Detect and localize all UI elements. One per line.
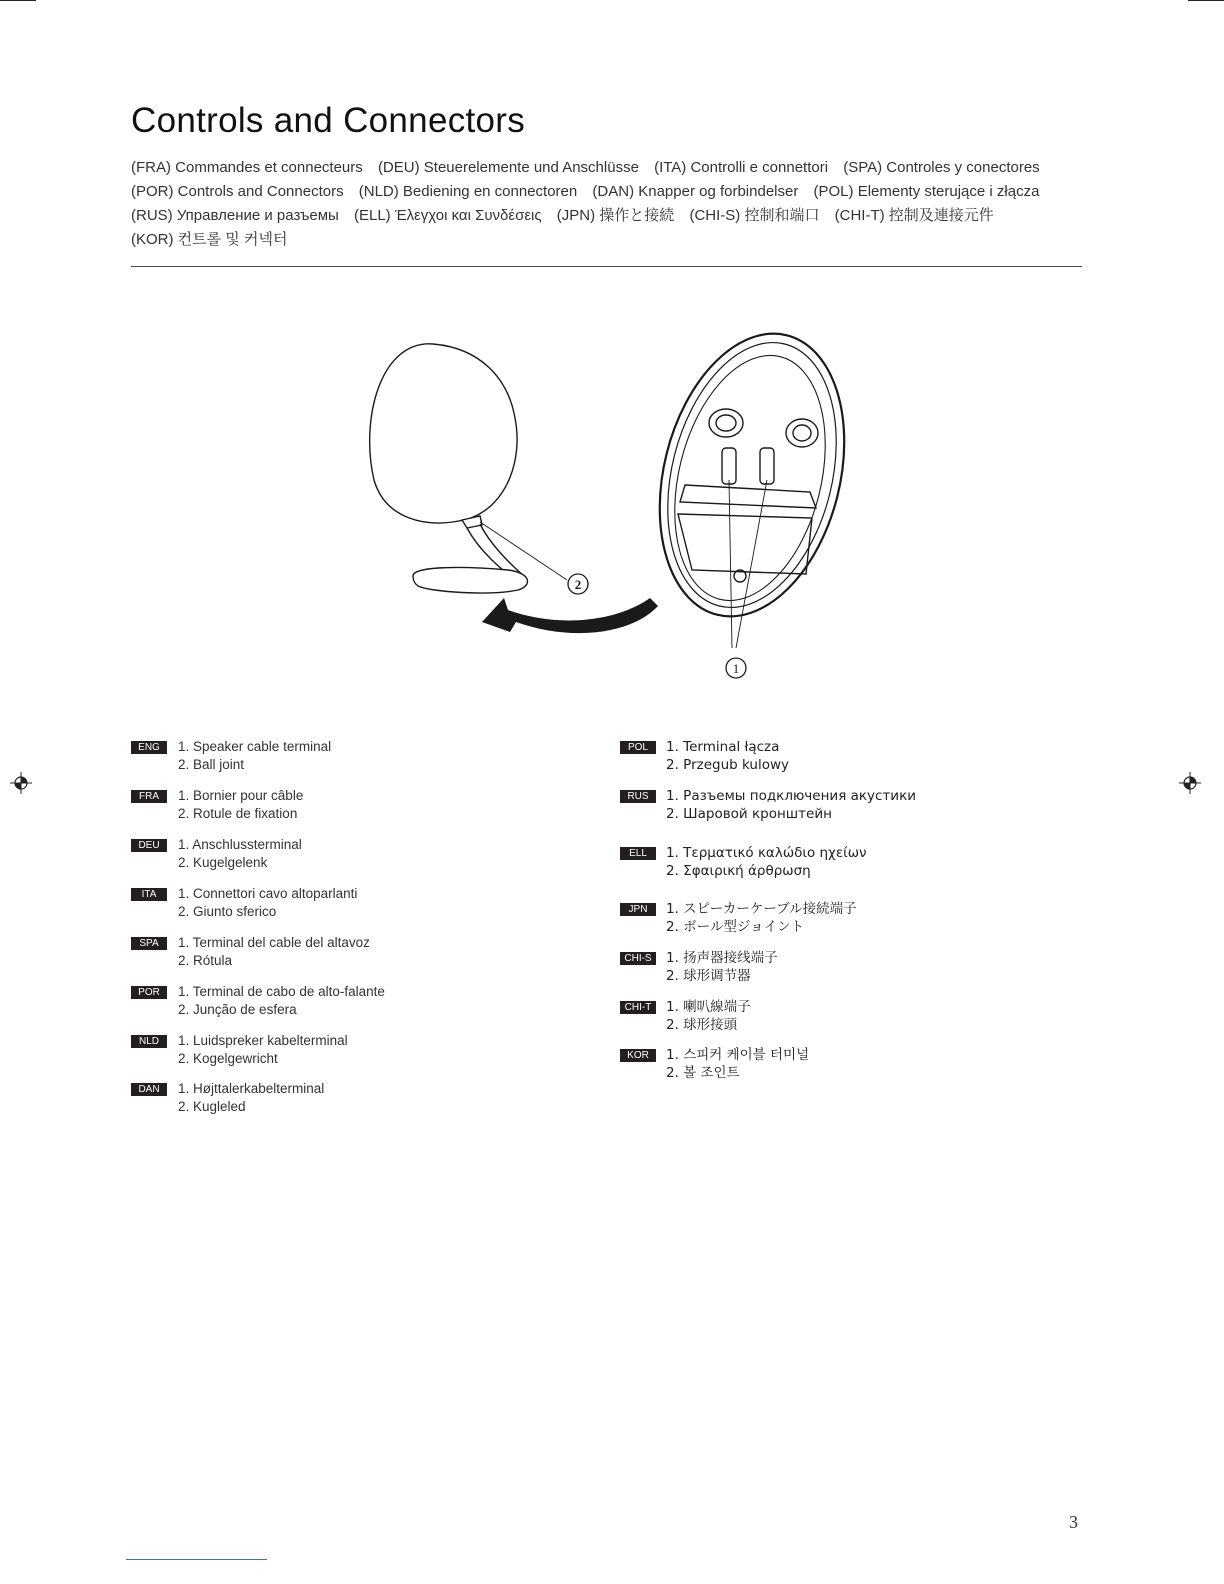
subtitle-rus: (RUS) Управление и разъемы [131,207,339,224]
lang-block-chi-t [620,998,1040,1034]
lang-block-kor [620,1046,1040,1082]
lang-block-fra [131,787,551,823]
item-speaker-terminal: 1. Τερματικό καλώδιο ηχείων [666,845,867,861]
lang-badge: SPA [131,937,167,950]
item-ball-joint: 2. Ball joint [178,757,245,772]
stand-base [413,568,527,593]
lang-badge: CHI-T [620,1001,656,1014]
lang-items [178,1032,348,1068]
item-ball-joint: 2. Kugelgelenk [178,855,268,870]
subtitle-line [131,156,1091,180]
item-ball-joint: 2. Kugleled [178,1099,246,1114]
subtitle-line [131,204,1091,228]
lang-badge: DAN [131,1083,167,1096]
subtitle-ita: (ITA) Controlli e connettori [654,159,829,176]
speaker-shell [370,344,517,523]
subtitle-chi-t: (CHI-T) 控制及連接元件 [834,207,994,224]
lang-badge: POR [131,986,167,999]
lang-items [666,738,789,774]
subtitle-por: (POR) Controls and Connectors [131,183,344,200]
item-speaker-terminal: 1. Anschlussterminal [178,837,302,852]
lang-block-spa [131,934,551,970]
lang-block-eng [131,738,551,774]
subtitle-deu: (DEU) Steuerelemente und Anschlüsse [377,159,639,176]
lang-items [666,900,857,936]
lang-items [178,738,331,774]
lang-badge: CHI-S [620,952,656,965]
lang-block-ell [620,844,1040,880]
item-ball-joint: 2. Шаровой кронштейн [666,806,832,822]
lang-block-ita [131,885,551,921]
subtitle-line [131,180,1091,204]
crop-mark-left [0,0,36,1]
lang-badge: NLD [131,1035,167,1048]
subtitle-dan: (DAN) Knapper og forbindelser [592,183,799,200]
item-ball-joint: 2. 球形接頭 [666,1017,738,1033]
lang-items [178,836,302,872]
callout-1-label: 1 [732,661,740,676]
lang-items [178,885,357,921]
item-ball-joint: 2. Kogelgewricht [178,1051,278,1066]
registration-mark-icon [1179,772,1201,794]
header-divider [131,266,1082,267]
lang-block-chi-s [620,949,1040,985]
item-speaker-terminal: 1. 扬声器接线端子 [666,950,778,966]
lang-badge: DEU [131,839,167,852]
subtitle-kor: (KOR) 컨트롤 및 커넥터 [131,231,288,248]
item-ball-joint: 2. Przegub kulowy [666,757,790,773]
lang-items [666,844,867,880]
subtitle-jpn: (JPN) 操作と接続 [556,207,675,224]
lang-block-deu [131,836,551,872]
item-ball-joint: 2. Rotule de fixation [178,806,298,821]
item-speaker-terminal: 1. Bornier pour câble [178,788,304,803]
lang-block-dan [131,1080,551,1116]
lang-items [178,787,303,823]
lang-badge: ITA [131,888,167,901]
lang-items [178,983,385,1019]
subtitle-line [131,228,1091,252]
item-speaker-terminal: 1. Terminal del cable del altavoz [178,935,370,950]
lang-badge: ENG [131,741,167,754]
subtitle-pol: (POL) Elementy sterujące i złącza [813,183,1040,200]
crop-mark-right [1188,0,1224,1]
subtitle-fra: (FRA) Commandes et connecteurs [131,159,363,176]
item-speaker-terminal: 1. 스피커 케이블 터미널 [666,1047,810,1063]
lang-items [178,934,370,970]
lang-badge: FRA [131,790,167,803]
lang-items [666,998,751,1034]
item-ball-joint: 2. 球形调节器 [666,968,751,984]
item-ball-joint: 2. Giunto sferico [178,904,277,919]
callout-2-label: 2 [574,577,582,592]
item-ball-joint: 2. ボール型ジョイント [666,919,805,935]
item-ball-joint: 2. 볼 조인트 [666,1065,740,1081]
rear-shell-outer [632,330,860,636]
page-title: Controls and Connectors [131,101,526,140]
item-speaker-terminal: 1. Разъемы подключения акустики [666,788,917,804]
lang-block-pol [620,738,1040,774]
lang-badge: ELL [620,847,656,860]
lang-block-por [131,983,551,1019]
item-ball-joint: 2. Junção de esfera [178,1002,297,1017]
item-ball-joint: 2. Rótula [178,953,233,968]
subtitle-ell: (ELL) Έλεγχοι και Συνδέσεις [353,207,542,224]
lang-items [666,787,916,823]
rotate-arrow-icon [482,598,658,633]
lang-badge: JPN [620,903,656,916]
speaker-illustration [340,330,860,690]
subtitle-nld: (NLD) Bediening en connectoren [358,183,578,200]
lang-items [666,1046,809,1082]
item-speaker-terminal: 1. Luidspreker kabelterminal [178,1033,348,1048]
item-speaker-terminal: 1. Connettori cavo altoparlanti [178,886,358,901]
item-speaker-terminal: 1. Terminal łącza [666,739,780,755]
lang-badge: KOR [620,1049,656,1062]
lang-badge: RUS [620,790,656,803]
item-speaker-terminal: 1. Højttalerkabelterminal [178,1081,325,1096]
lang-badge: POL [620,741,656,754]
subtitle-chi-s: (CHI-S) 控制和端口 [689,207,820,224]
page-number: 3 [1069,1512,1078,1532]
footer-underline [126,1559,267,1560]
speaker-terminal-right [760,448,774,484]
speaker-terminal-left [722,448,736,484]
lang-items [178,1080,324,1116]
registration-mark-icon [10,772,32,794]
subtitle-spa: (SPA) Controles y conectores [843,159,1040,176]
item-speaker-terminal: 1. Speaker cable terminal [178,739,332,754]
lang-block-jpn [620,900,1040,936]
item-speaker-terminal: 1. Terminal de cabo de alto-falante [178,984,385,999]
item-speaker-terminal: 1. スピーカーケーブル接続端子 [666,901,857,917]
translated-subtitles [131,156,1091,252]
lang-block-rus [620,787,1040,823]
item-ball-joint: 2. Σφαιρική άρθρωση [666,863,811,879]
lang-block-nld [131,1032,551,1068]
item-speaker-terminal: 1. 喇叭線端子 [666,999,751,1015]
lang-items [666,949,778,985]
